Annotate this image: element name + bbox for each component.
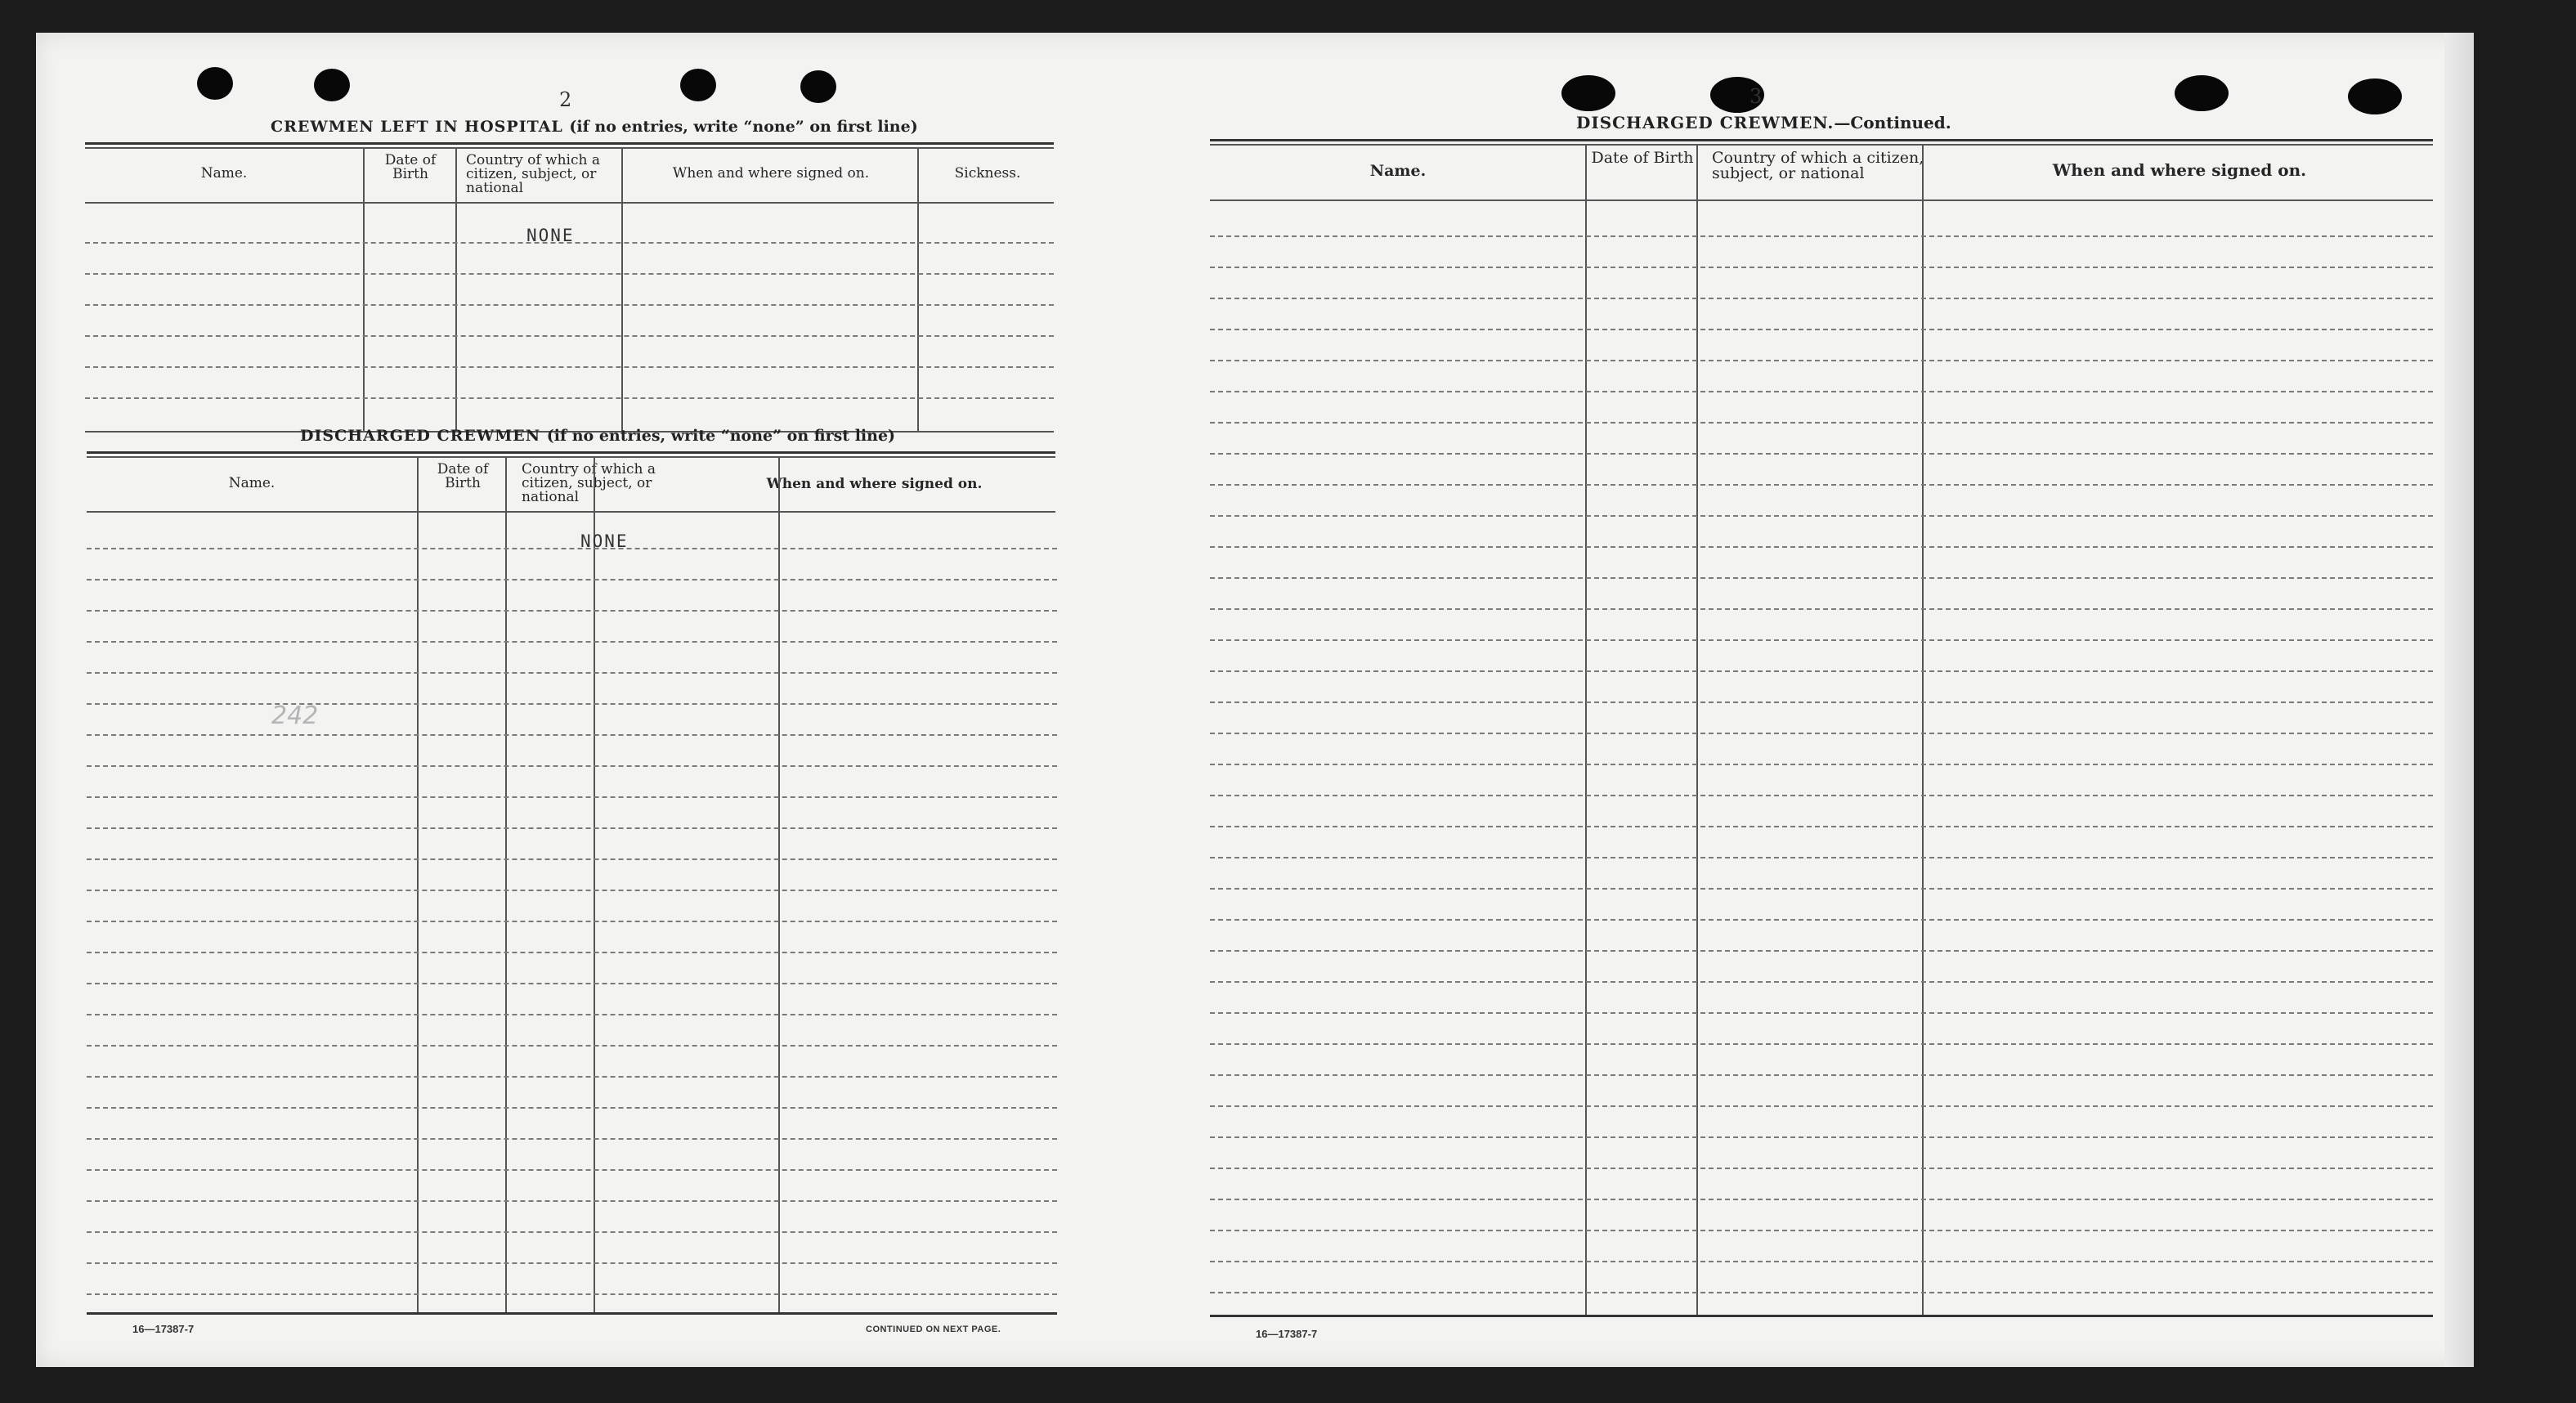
entry-line <box>87 1293 1057 1295</box>
entry-line <box>1210 608 2433 610</box>
rule <box>85 142 1054 145</box>
entry-line <box>87 983 1057 984</box>
left-page <box>85 33 1107 1367</box>
entry-line <box>87 734 1057 736</box>
entry-line <box>1210 888 2433 890</box>
col-date-of-birth: Date of Birth <box>437 461 489 491</box>
entry-line <box>87 579 1057 580</box>
punch-hole <box>2348 78 2402 114</box>
page-number: 3 <box>1749 85 1763 108</box>
rule <box>87 1312 1057 1315</box>
discharged-continued-title <box>1576 113 1951 132</box>
entry-line <box>1210 329 2433 330</box>
entry-line <box>87 1076 1057 1078</box>
entry-line <box>1210 670 2433 672</box>
punch-hole <box>1561 75 1615 111</box>
column-divider <box>505 458 507 1313</box>
column-divider <box>417 458 419 1313</box>
form-code: 16—17387-7 <box>132 1323 195 1335</box>
rule <box>1210 139 2433 141</box>
entry-line <box>87 796 1057 798</box>
rule <box>1210 1315 2433 1317</box>
column-divider <box>1696 146 1698 1316</box>
entry-line <box>1210 764 2433 765</box>
continued-label: —Continued. <box>1834 113 1951 132</box>
col-country: Country of which a citizen, subject, or national <box>1712 149 1924 182</box>
entry-line <box>1210 515 2433 517</box>
entry-line <box>87 1107 1057 1109</box>
entry-line <box>1210 453 2433 455</box>
discharged-title-main: DISCHARGED CREWMEN. <box>1576 113 1835 132</box>
entry-line <box>1210 577 2433 579</box>
entry-line <box>87 1169 1057 1171</box>
rule <box>85 147 1054 149</box>
entry-line <box>87 1138 1057 1140</box>
punch-hole <box>197 67 233 100</box>
col-date-of-birth: Date of Birth <box>1591 149 1694 167</box>
column-divider <box>778 458 780 1313</box>
entry-line <box>1210 1012 2433 1014</box>
entry-line <box>85 304 1054 306</box>
entry-line <box>85 397 1054 399</box>
entry-line <box>1210 484 2433 486</box>
rule <box>1210 199 2433 201</box>
column-divider <box>1922 146 1924 1316</box>
entry-line <box>1210 1074 2433 1076</box>
entry-line <box>1210 826 2433 827</box>
entry-line <box>87 890 1057 891</box>
entry-line <box>87 1231 1057 1233</box>
column-divider <box>363 149 365 431</box>
column-divider <box>1585 146 1587 1316</box>
entry-line <box>87 1200 1057 1202</box>
sheet-edge-shadow <box>2444 33 2474 1367</box>
entry-line <box>1210 1230 2433 1231</box>
discharged-entry: NONE <box>580 531 629 551</box>
entry-line <box>1210 1168 2433 1169</box>
col-signed-on: When and where signed on. <box>2052 160 2307 180</box>
col-signed-on: When and where signed on. <box>766 476 983 492</box>
entry-line <box>1210 981 2433 983</box>
entry-line <box>87 827 1057 829</box>
column-divider <box>594 458 595 1313</box>
col-name: Name. <box>228 475 276 491</box>
entry-line <box>87 858 1057 860</box>
entry-line <box>1210 795 2433 796</box>
column-divider <box>621 149 623 431</box>
entry-line <box>87 672 1057 674</box>
entry-line <box>1210 298 2433 299</box>
entry-line <box>87 1262 1057 1264</box>
entry-line <box>1210 1136 2433 1138</box>
rule <box>1210 144 2433 146</box>
entry-line <box>1210 1043 2433 1045</box>
pencil-mark: 242 <box>271 702 319 730</box>
col-signed-on: When and where signed on. <box>672 165 870 182</box>
col-date-of-birth: Date of Birth <box>384 152 437 182</box>
entry-line <box>87 548 1057 549</box>
rule <box>87 451 1055 454</box>
col-country: Country of which a citizen, subject, or national <box>466 152 600 196</box>
column-divider <box>917 149 919 431</box>
col-sickness: Sickness. <box>954 165 1021 182</box>
punch-hole <box>2175 75 2229 111</box>
entry-line <box>87 952 1057 953</box>
column-divider <box>455 149 457 431</box>
discharged-section-title <box>300 427 895 445</box>
entry-line <box>1210 1199 2433 1200</box>
rule <box>85 202 1054 204</box>
discharged-title-main: DISCHARGED CREWMEN <box>300 427 541 445</box>
entry-line <box>1210 546 2433 548</box>
entry-line <box>1210 857 2433 858</box>
page-number: 2 <box>559 88 572 111</box>
entry-line <box>1210 1105 2433 1107</box>
entry-line <box>1210 235 2433 237</box>
rule <box>87 511 1055 513</box>
discharged-title-note: (if no entries, write “none” on first line) <box>546 427 896 445</box>
entry-line <box>87 610 1057 612</box>
entry-line <box>87 921 1057 922</box>
entry-line <box>1210 639 2433 641</box>
entry-line <box>87 765 1057 767</box>
rule <box>87 456 1055 458</box>
hospital-title-main: CREWMEN LEFT IN HOSPITAL <box>271 118 563 136</box>
hospital-entry: NONE <box>526 226 575 245</box>
entry-line <box>87 703 1057 705</box>
punch-hole <box>314 69 350 101</box>
entry-line <box>85 366 1054 368</box>
form-code: 16—17387-7 <box>1256 1328 1318 1340</box>
punch-hole <box>800 70 836 103</box>
entry-line <box>1210 1292 2433 1293</box>
entry-line <box>1210 950 2433 952</box>
entry-line <box>85 335 1054 337</box>
col-name: Name. <box>200 165 248 182</box>
entry-line <box>1210 391 2433 392</box>
manifest-sheet <box>36 33 2474 1367</box>
entry-line <box>1210 422 2433 424</box>
hospital-title-note: (if no entries, write “none” on first line) <box>569 118 918 136</box>
col-country: Country of which a citizen, subject, or national <box>522 461 656 505</box>
entry-line <box>87 1014 1057 1015</box>
entry-line <box>87 1045 1057 1047</box>
continued-note: CONTINUED ON NEXT PAGE. <box>866 1325 1001 1334</box>
entry-line <box>87 641 1057 643</box>
entry-line <box>1210 360 2433 361</box>
col-name: Name. <box>1369 162 1427 180</box>
entry-line <box>1210 733 2433 734</box>
entry-line <box>1210 267 2433 268</box>
entry-line <box>1210 1261 2433 1262</box>
hospital-section-title <box>271 118 918 136</box>
punch-hole <box>680 69 716 101</box>
right-page <box>1161 33 2436 1367</box>
entry-line <box>1210 702 2433 703</box>
entry-line <box>85 273 1054 275</box>
entry-line <box>1210 919 2433 921</box>
